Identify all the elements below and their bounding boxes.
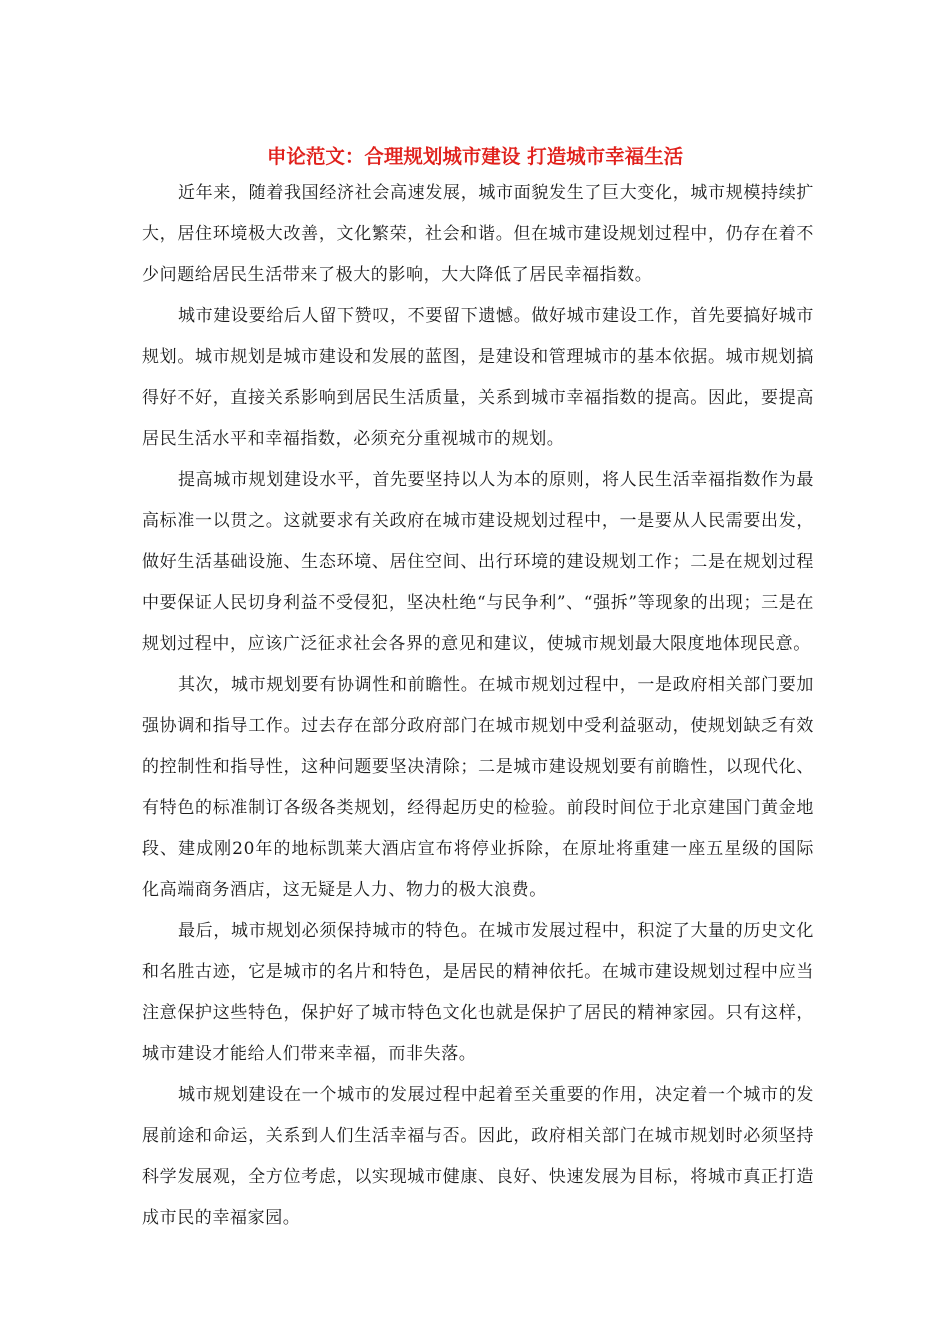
paragraph-city-character: 最后，城市规划必须保持城市的特色。在城市发展过程中，积淀了大量的历史文化和名胜古迹，它是城市的名片和特色，是居民的精神依托。在城市建设规划过程中应当注意保护这些特色，保护好了城市特色文化也就是保护了居民的精神家园。只有这样，城市建设才能给人们带来幸福，而非失落。 — [142, 921, 814, 1064]
document-title: 申论范文：合理规划城市建设 打造城市幸福生活 — [266, 145, 684, 168]
paragraph-intro: 近年来，随着我国经济社会高速发展，城市面貌发生了巨大变化，城市规模持续扩大，居住环境极大改善，文化繁荣，社会和谐。但在城市建设规划过程中，仍存在着不少问题给居民生活带来了极大的影响，大大降低了居民幸福指数。 — [142, 183, 814, 285]
paragraph-people-first: 提高城市规划建设水平，首先要坚持以人为本的原则，将人民生活幸福指数作为最高标准一以贯之。这就要求有关政府在城市建设规划过程中，一是要从人民需要出发，做好生活基础设施、生态环境、居住空间、出行环境的建设规划工作；二是在规划过程中要保证人民切身利益不受侵犯，坚决杜绝“与民争利”、“强拆”等现象的出现；三是在规划过程中，应该广泛征求社会各界的意见和建议，使城市规划最大限度地体现民意。 — [142, 470, 814, 654]
paragraph-coordination-foresight: 其次，城市规划要有协调性和前瞻性。在城市规划过程中，一是政府相关部门要加强协调和指导工作。过去存在部分政府部门在城市规划中受利益驱动，使规划缺乏有效的控制性和指导性，这种问题要坚决清除；二是城市建设规划要有前瞻性，以现代化、有特色的标准制订各级各类规划，经得起历史的检验。前段时间位于北京建国门黄金地段、建成刚20年的地标凯莱大酒店宣布将停业拆除，在原址将重建一座五星级的国际化高端商务酒店，这无疑是人力、物力的极大浪费。 — [142, 675, 814, 900]
paragraph-conclusion: 城市规划建设在一个城市的发展过程中起着至关重要的作用，决定着一个城市的发展前途和命运，关系到人们生活幸福与否。因此，政府相关部门在城市规划时必须坚持科学发展观，全方位考虑，以实现城市健康、良好、快速发展为目标，将城市真正打造成市民的幸福家园。 — [142, 1085, 814, 1228]
paragraph-planning-importance: 城市建设要给后人留下赞叹，不要留下遗憾。做好城市建设工作，首先要搞好城市规划。城市规划是城市建设和发展的蓝图，是建设和管理城市的基本依据。城市规划搞得好不好，直接关系影响到居民生活质量，关系到城市幸福指数的提高。因此，要提高居民生活水平和幸福指数，必须充分重视城市的规划。 — [142, 306, 814, 449]
document-body — [142, 173, 814, 1239]
